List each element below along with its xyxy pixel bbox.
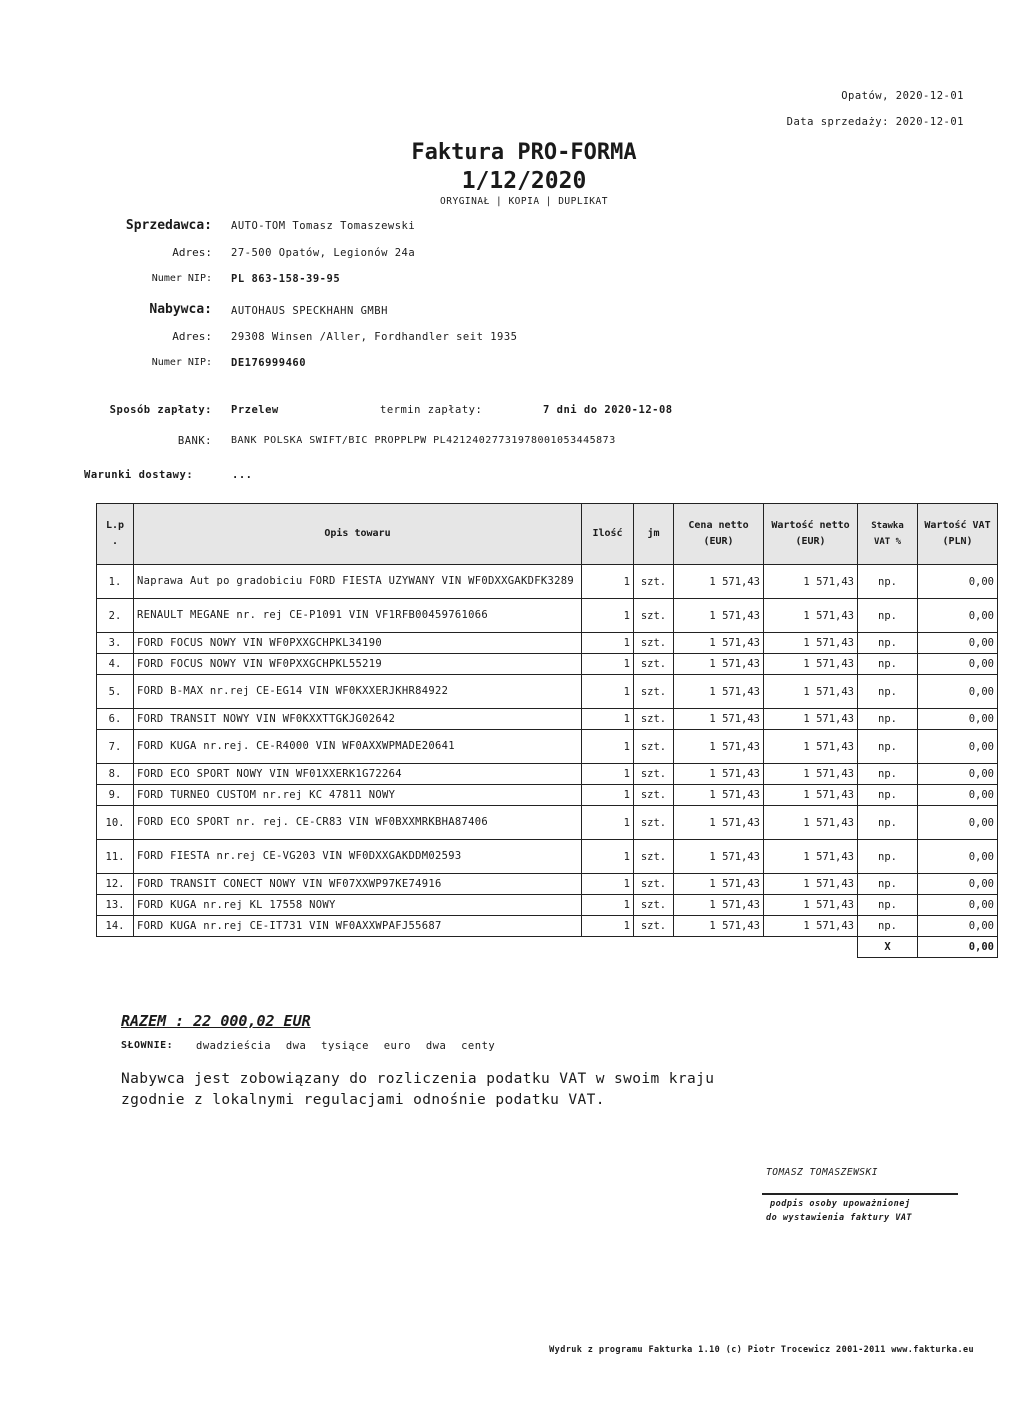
cell-price: 1 571,43	[674, 806, 764, 840]
cell-unit: szt.	[634, 675, 674, 709]
table-row	[97, 730, 998, 764]
cell-net: 1 571,43	[764, 874, 858, 895]
cell-vat: 0,00	[918, 874, 998, 895]
seller-nip: PL 863-158-39-95	[231, 273, 341, 285]
table-row	[97, 709, 998, 730]
items-table	[96, 503, 998, 958]
buyer-nip: DE176999460	[231, 357, 307, 369]
cell-desc: FORD FOCUS NOWY VIN WF0PXXGCHPKL34190	[134, 633, 582, 654]
invoice-number: 1/12/2020	[461, 168, 587, 194]
cell-rate: np.	[858, 633, 918, 654]
table-row	[97, 840, 998, 874]
cell-qty: 1	[582, 565, 634, 599]
cell-vat: 0,00	[918, 633, 998, 654]
cell-net: 1 571,43	[764, 599, 858, 633]
cell-desc: Naprawa Aut po gradobiciu FORD FIESTA UZYWANY VIN WF0DXXGAKDFK3289	[134, 565, 582, 599]
buyer-label: Nabywca:	[149, 302, 212, 317]
cell-lp: 10.	[97, 806, 134, 840]
cell-desc: FORD TURNEO CUSTOM nr.rej KC 47811 NOWY	[134, 785, 582, 806]
delivery-value: ...	[232, 469, 253, 481]
cell-price: 1 571,43	[674, 730, 764, 764]
cell-lp: 2.	[97, 599, 134, 633]
buyer-address-label: Adres:	[172, 330, 212, 343]
cell-vat: 0,00	[918, 565, 998, 599]
cell-net: 1 571,43	[764, 709, 858, 730]
seller-address-label: Adres:	[172, 246, 212, 259]
signature-caption-1: podpis osoby upoważnionej	[770, 1199, 911, 1209]
cell-desc: FORD TRANSIT NOWY VIN WF0KXXTTGKJG02642	[134, 709, 582, 730]
signature-name: TOMASZ TOMASZEWSKI	[766, 1167, 878, 1178]
header-qty: Ilość	[582, 504, 634, 565]
table-row	[97, 675, 998, 709]
table-row	[97, 764, 998, 785]
cell-unit: szt.	[634, 764, 674, 785]
payment-term: 7 dni do 2020-12-08	[543, 404, 673, 416]
cell-desc: FORD KUGA nr.rej CE-IT731 VIN WF0AXXWPAFJ55687	[134, 916, 582, 937]
buyer-name: AUTOHAUS SPECKHAHN GMBH	[231, 305, 388, 317]
cell-net: 1 571,43	[764, 633, 858, 654]
cell-desc: FORD FOCUS NOWY VIN WF0PXXGCHPKL55219	[134, 654, 582, 675]
header-unit: jm	[634, 504, 674, 565]
cell-lp: 11.	[97, 840, 134, 874]
cell-rate: np.	[858, 785, 918, 806]
cell-unit: szt.	[634, 916, 674, 937]
cell-rate: np.	[858, 730, 918, 764]
bank-account: BANK POLSKA SWIFT/BIC PROPPLPW PL42124027731978001053445873	[231, 435, 616, 446]
cell-vat: 0,00	[918, 730, 998, 764]
header-vat: Wartość VAT (PLN)	[918, 504, 998, 565]
header-net: Wartość netto (EUR)	[764, 504, 858, 565]
cell-price: 1 571,43	[674, 633, 764, 654]
cell-price: 1 571,43	[674, 565, 764, 599]
cell-lp: 6.	[97, 709, 134, 730]
cell-price: 1 571,43	[674, 764, 764, 785]
cell-vat: 0,00	[918, 785, 998, 806]
vat-note-line2: zgodnie z lokalnymi regulacjami odnośnie podatku VAT.	[121, 1092, 605, 1108]
cell-desc: FORD ECO SPORT nr. rej. CE-CR83 VIN WF0BXXMRKBHA87406	[134, 806, 582, 840]
cell-vat: 0,00	[918, 599, 998, 633]
invoice-title: Faktura PRO-FORMA	[411, 140, 637, 165]
cell-qty: 1	[582, 633, 634, 654]
total-in-words: dwadzieścia dwa tysiące euro dwa centy	[196, 1040, 496, 1052]
sum-vat: 0,00	[918, 937, 998, 958]
header-desc: Opis towaru	[134, 504, 582, 565]
cell-unit: szt.	[634, 633, 674, 654]
header-lp: L.p .	[97, 504, 134, 565]
seller-name: AUTO-TOM Tomasz Tomaszewski	[231, 220, 416, 232]
cell-rate: np.	[858, 916, 918, 937]
seller-nip-label: Numer NIP:	[151, 273, 212, 284]
cell-net: 1 571,43	[764, 840, 858, 874]
cell-vat: 0,00	[918, 709, 998, 730]
cell-price: 1 571,43	[674, 840, 764, 874]
table-row	[97, 916, 998, 937]
cell-price: 1 571,43	[674, 709, 764, 730]
cell-vat: 0,00	[918, 840, 998, 874]
cell-desc: FORD FIESTA nr.rej CE-VG203 VIN WF0DXXGAKDDM02593	[134, 840, 582, 874]
cell-unit: szt.	[634, 599, 674, 633]
cell-unit: szt.	[634, 895, 674, 916]
buyer-address: 29308 Winsen /Aller, Fordhandler seit 1935	[231, 331, 518, 343]
cell-rate: np.	[858, 895, 918, 916]
cell-rate: np.	[858, 874, 918, 895]
cell-rate: np.	[858, 675, 918, 709]
cell-lp: 5.	[97, 675, 134, 709]
cell-lp: 7.	[97, 730, 134, 764]
cell-lp: 3.	[97, 633, 134, 654]
cell-lp: 9.	[97, 785, 134, 806]
table-row	[97, 874, 998, 895]
cell-qty: 1	[582, 654, 634, 675]
table-header-row	[97, 504, 998, 565]
cell-unit: szt.	[634, 874, 674, 895]
cell-vat: 0,00	[918, 654, 998, 675]
cell-vat: 0,00	[918, 764, 998, 785]
cell-price: 1 571,43	[674, 785, 764, 806]
cell-desc: FORD ECO SPORT NOWY VIN WF01XXERK1G72264	[134, 764, 582, 785]
delivery-label: Warunki dostawy:	[84, 469, 194, 481]
cell-unit: szt.	[634, 730, 674, 764]
cell-net: 1 571,43	[764, 654, 858, 675]
cell-qty: 1	[582, 599, 634, 633]
cell-net: 1 571,43	[764, 565, 858, 599]
header-price: Cena netto (EUR)	[674, 504, 764, 565]
words-label: SŁOWNIE:	[121, 1040, 174, 1051]
table-row	[97, 633, 998, 654]
header-rate: Stawka VAT %	[858, 504, 918, 565]
sum-x: X	[858, 937, 918, 958]
table-row	[97, 654, 998, 675]
cell-rate: np.	[858, 764, 918, 785]
cell-lp: 1.	[97, 565, 134, 599]
cell-price: 1 571,43	[674, 874, 764, 895]
cell-vat: 0,00	[918, 675, 998, 709]
table-row	[97, 599, 998, 633]
cell-desc: FORD B-MAX nr.rej CE-EG14 VIN WF0KXXERJKHR84922	[134, 675, 582, 709]
cell-net: 1 571,43	[764, 730, 858, 764]
cell-vat: 0,00	[918, 806, 998, 840]
cell-unit: szt.	[634, 840, 674, 874]
footer-text: Wydruk z programu Fakturka 1.10 (c) Piotr Trocewicz 2001-2011 www.fakturka.eu	[549, 1345, 974, 1355]
cell-qty: 1	[582, 675, 634, 709]
seller-label: Sprzedawca:	[125, 218, 212, 233]
payment-method-label: Sposób zapłaty:	[109, 404, 212, 416]
cell-desc: RENAULT MEGANE nr. rej CE-P1091 VIN VF1RFB00459761066	[134, 599, 582, 633]
cell-desc: FORD KUGA nr.rej. CE-R4000 VIN WF0AXXWPMADE20641	[134, 730, 582, 764]
cell-unit: szt.	[634, 806, 674, 840]
table-row	[97, 565, 998, 599]
cell-unit: szt.	[634, 709, 674, 730]
signature-line	[762, 1193, 958, 1195]
cell-price: 1 571,43	[674, 675, 764, 709]
buyer-nip-label: Numer NIP:	[151, 357, 212, 368]
cell-price: 1 571,43	[674, 895, 764, 916]
cell-net: 1 571,43	[764, 675, 858, 709]
sale-date: Data sprzedaży: 2020-12-01	[786, 116, 964, 128]
cell-desc: FORD TRANSIT CONECT NOWY VIN WF07XXWP97KE74916	[134, 874, 582, 895]
cell-qty: 1	[582, 709, 634, 730]
cell-price: 1 571,43	[674, 599, 764, 633]
cell-rate: np.	[858, 709, 918, 730]
cell-rate: np.	[858, 840, 918, 874]
bank-label: BANK:	[177, 435, 212, 447]
copy-type: ORYGINAŁ | KOPIA | DUPLIKAT	[440, 196, 608, 207]
cell-rate: np.	[858, 806, 918, 840]
cell-vat: 0,00	[918, 916, 998, 937]
payment-term-label: termin zapłaty:	[380, 404, 483, 416]
cell-unit: szt.	[634, 785, 674, 806]
cell-qty: 1	[582, 730, 634, 764]
cell-unit: szt.	[634, 565, 674, 599]
cell-rate: np.	[858, 565, 918, 599]
cell-qty: 1	[582, 874, 634, 895]
cell-net: 1 571,43	[764, 806, 858, 840]
cell-rate: np.	[858, 599, 918, 633]
cell-lp: 8.	[97, 764, 134, 785]
table-row	[97, 895, 998, 916]
cell-qty: 1	[582, 806, 634, 840]
cell-qty: 1	[582, 916, 634, 937]
sum-row	[97, 937, 998, 958]
table-row	[97, 806, 998, 840]
cell-net: 1 571,43	[764, 785, 858, 806]
cell-lp: 14.	[97, 916, 134, 937]
cell-lp: 13.	[97, 895, 134, 916]
cell-rate: np.	[858, 654, 918, 675]
vat-note-line1: Nabywca jest zobowiązany do rozliczenia podatku VAT w swoim kraju	[121, 1071, 715, 1087]
seller-address: 27-500 Opatów, Legionów 24a	[231, 247, 416, 259]
table-row	[97, 785, 998, 806]
cell-lp: 4.	[97, 654, 134, 675]
cell-qty: 1	[582, 785, 634, 806]
cell-qty: 1	[582, 764, 634, 785]
cell-vat: 0,00	[918, 895, 998, 916]
cell-price: 1 571,43	[674, 654, 764, 675]
cell-lp: 12.	[97, 874, 134, 895]
signature-caption-2: do wystawienia faktury VAT	[766, 1213, 913, 1223]
place-date: Opatów, 2020-12-01	[841, 90, 964, 102]
cell-unit: szt.	[634, 654, 674, 675]
cell-desc: FORD KUGA nr.rej KL 17558 NOWY	[134, 895, 582, 916]
cell-net: 1 571,43	[764, 916, 858, 937]
cell-net: 1 571,43	[764, 764, 858, 785]
cell-qty: 1	[582, 895, 634, 916]
payment-method: Przelew	[231, 404, 279, 416]
cell-qty: 1	[582, 840, 634, 874]
cell-net: 1 571,43	[764, 895, 858, 916]
cell-price: 1 571,43	[674, 916, 764, 937]
total-amount: RAZEM : 22 000,02 EUR	[121, 1012, 311, 1030]
